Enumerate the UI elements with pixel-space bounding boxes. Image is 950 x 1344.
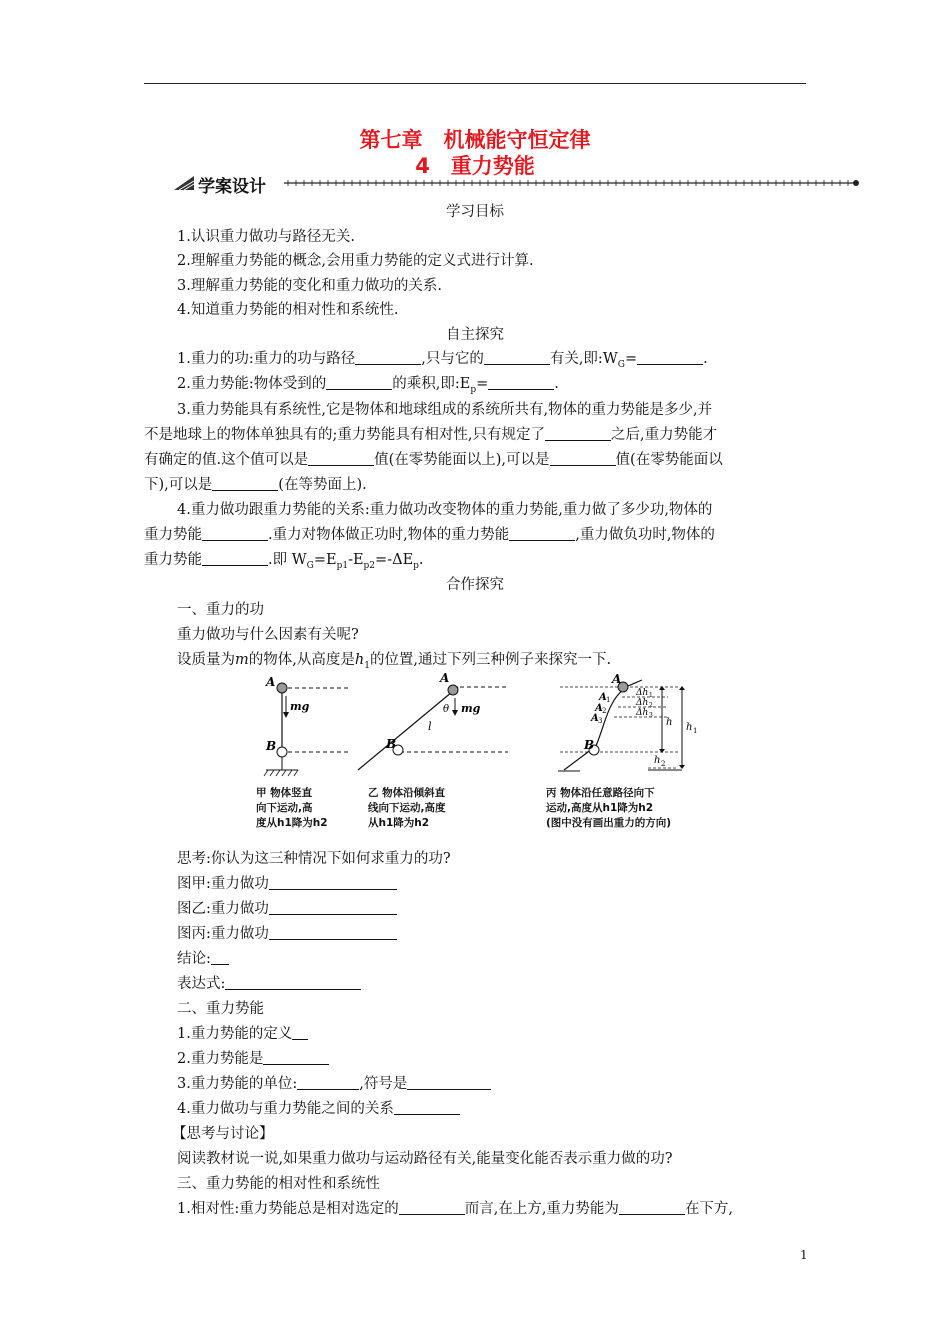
svg-text:Δh: Δh — [636, 698, 649, 708]
svg-text:mg: mg — [290, 700, 310, 713]
svg-text:1: 1 — [606, 696, 611, 704]
conclusion: 结论: — [177, 947, 229, 971]
answer-blank[interactable] — [399, 1199, 465, 1215]
self-study-q3-line2: 不是地球上的物体单独具有的;重力势能具有相对性,只有规定了 之后,重力势能才 — [144, 427, 718, 443]
fig-b-work: 图乙:重力做功 — [177, 897, 397, 921]
figure-c-curve — [558, 672, 697, 771]
part3-item-1: 1.相对性:重力势能总是相对选定的 而言,在上方,重力势能为 在下方, — [177, 1201, 734, 1217]
answer-blank[interactable] — [269, 874, 397, 890]
self-study-q3-line1: 3.重力势能具有系统性,它是物体和地球组成的系统所共有,物体的重力势能是多少,并 — [177, 402, 713, 418]
answer-blank[interactable] — [202, 550, 268, 566]
answer-blank[interactable] — [484, 349, 550, 365]
answer-blank[interactable] — [326, 374, 392, 390]
svg-text:1: 1 — [649, 692, 653, 699]
answer-blank[interactable] — [292, 1024, 308, 1040]
gravity-work-figure — [250, 670, 710, 829]
svg-text:3: 3 — [598, 717, 603, 725]
svg-text:A: A — [595, 703, 603, 714]
answer-blank[interactable] — [407, 1074, 491, 1090]
self-study-q3-line4: 下),可以是 (在等势面上). — [144, 477, 367, 493]
part2-item-4: 4.重力做功与重力势能之间的关系 — [177, 1097, 460, 1121]
answer-blank[interactable] — [545, 425, 611, 441]
svg-text:A: A — [440, 671, 450, 685]
answer-blank[interactable] — [394, 1099, 460, 1115]
svg-text:θ: θ — [443, 704, 450, 715]
answer-blank[interactable] — [488, 374, 554, 390]
self-study-q1: 1.重力的功:重力的功与路径 ,只与它的 有关,即$:W_G=$ . — [177, 351, 708, 370]
svg-text:B: B — [386, 737, 397, 751]
svg-text:h: h — [654, 755, 661, 766]
figure-a-vertical — [264, 675, 350, 776]
answer-blank[interactable] — [263, 1049, 329, 1065]
part2-heading: 二、重力势能 — [177, 1001, 264, 1017]
svg-text:A: A — [612, 672, 622, 686]
svg-text:A: A — [599, 692, 607, 703]
page-number: 1 — [800, 1248, 808, 1262]
part2-item-3: 3.重力势能的单位: ,符号是 — [177, 1072, 491, 1096]
fig-c-work: 图丙:重力做功 — [177, 922, 397, 946]
think-question: 思考:你认为这三种情况下如何求重力的功? — [177, 851, 451, 867]
figure-diagram — [250, 670, 710, 780]
discuss-heading: 【思考与讨论】 — [172, 1126, 274, 1142]
design-banner — [172, 172, 862, 196]
header-rule — [144, 83, 806, 84]
expression: 表达式: — [177, 972, 361, 996]
self-study-q2: 2.重力势能:物体受到的 的乘积,即$:E_p=$ . — [177, 376, 559, 395]
banner-decoration — [172, 172, 862, 196]
coop-heading: 合作探究 — [446, 577, 504, 593]
goal-item: 1.认识重力做功与路径无关. — [177, 229, 355, 245]
answer-blank[interactable] — [212, 475, 278, 491]
svg-text:Δh: Δh — [636, 688, 649, 698]
svg-text:A: A — [266, 675, 276, 689]
discuss-question: 阅读教材说一说,如果重力做功与运动路径有关,能量变化能否表示重力做的功? — [177, 1151, 673, 1167]
caption-b: 乙 物体沿倾斜直 线向下运动,高度 从h1降为h2 — [368, 787, 446, 829]
svg-text:1: 1 — [693, 727, 698, 735]
svg-text:h: h — [686, 722, 693, 733]
caption-a: 甲 物体竖直 向下运动,高 度从h1降为h2 — [256, 787, 328, 829]
self-study-heading: 自主探究 — [446, 327, 504, 343]
part2-item-1: 1.重力势能的定义 — [177, 1022, 308, 1046]
answer-blank[interactable] — [637, 349, 703, 365]
goals-heading: 学习目标 — [446, 204, 504, 220]
svg-text:l: l — [428, 720, 432, 733]
part1-setup: 设质量为m的物体,从高度是$h_1$的位置,通过下列三种例子来探究一下. — [177, 652, 612, 671]
answer-blank[interactable] — [202, 525, 268, 541]
chapter-title: 第七章 机械能守恒定律 — [359, 128, 591, 152]
part1-question: 重力做功与什么因素有关呢? — [177, 627, 359, 643]
answer-blank[interactable] — [509, 525, 575, 541]
svg-text:mg: mg — [461, 702, 481, 715]
svg-text:A: A — [591, 713, 599, 724]
answer-blank[interactable] — [297, 1074, 359, 1090]
svg-text:2: 2 — [649, 702, 653, 709]
self-study-q4-line1: 4.重力做功跟重力势能的关系:重力做功改变物体的重力势能,重力做了多少功,物体的 — [177, 502, 713, 518]
answer-blank[interactable] — [619, 1199, 685, 1215]
caption-c: 丙 物体沿任意路径向下 运动,高度从h1降为h2 (图中没有画出重力的方向) — [546, 787, 672, 829]
answer-blank[interactable] — [269, 899, 397, 915]
fig-a-work: 图甲:重力做功 — [177, 872, 397, 896]
answer-blank[interactable] — [308, 450, 374, 466]
self-study-q3-line3: 有确定的值.这个值可以是 值(在零势能面以上),可以是 值(在零势能面以 — [144, 452, 723, 468]
svg-text:2: 2 — [602, 707, 607, 715]
design-label: 学案设计 — [198, 177, 266, 197]
section-title: 4 重力势能 — [415, 154, 535, 178]
part2-item-2: 2.重力势能是 — [177, 1047, 329, 1071]
part3-heading: 三、重力势能的相对性和系统性 — [177, 1176, 380, 1192]
svg-text:Δh: Δh — [636, 708, 649, 718]
goal-item: 3.理解重力势能的变化和重力做功的关系. — [177, 278, 442, 294]
part1-heading: 一、重力的功 — [177, 602, 264, 618]
svg-text:B: B — [266, 739, 277, 753]
figure-b-incline — [358, 671, 508, 770]
goal-item: 4.知道重力势能的相对性和系统性. — [177, 302, 399, 318]
answer-blank[interactable] — [211, 949, 229, 965]
self-study-q4-line3: 重力势能 .即 $W_G=E_{p1}-E_{p2}=-\Delta E_p$. — [144, 552, 424, 571]
answer-blank[interactable] — [269, 924, 397, 940]
answer-blank[interactable] — [225, 974, 361, 990]
svg-text:3: 3 — [649, 712, 653, 719]
svg-text:2: 2 — [661, 760, 666, 768]
goal-item: 2.理解重力势能的概念,会用重力势能的定义式进行计算. — [177, 253, 534, 269]
answer-blank[interactable] — [550, 450, 616, 466]
self-study-q4-line2: 重力势能 .重力对物体做正功时,物体的重力势能 ,重力做负功时,物体的 — [144, 527, 715, 543]
svg-text:B: B — [584, 738, 595, 752]
answer-blank[interactable] — [355, 349, 421, 365]
svg-text:h: h — [666, 717, 673, 728]
